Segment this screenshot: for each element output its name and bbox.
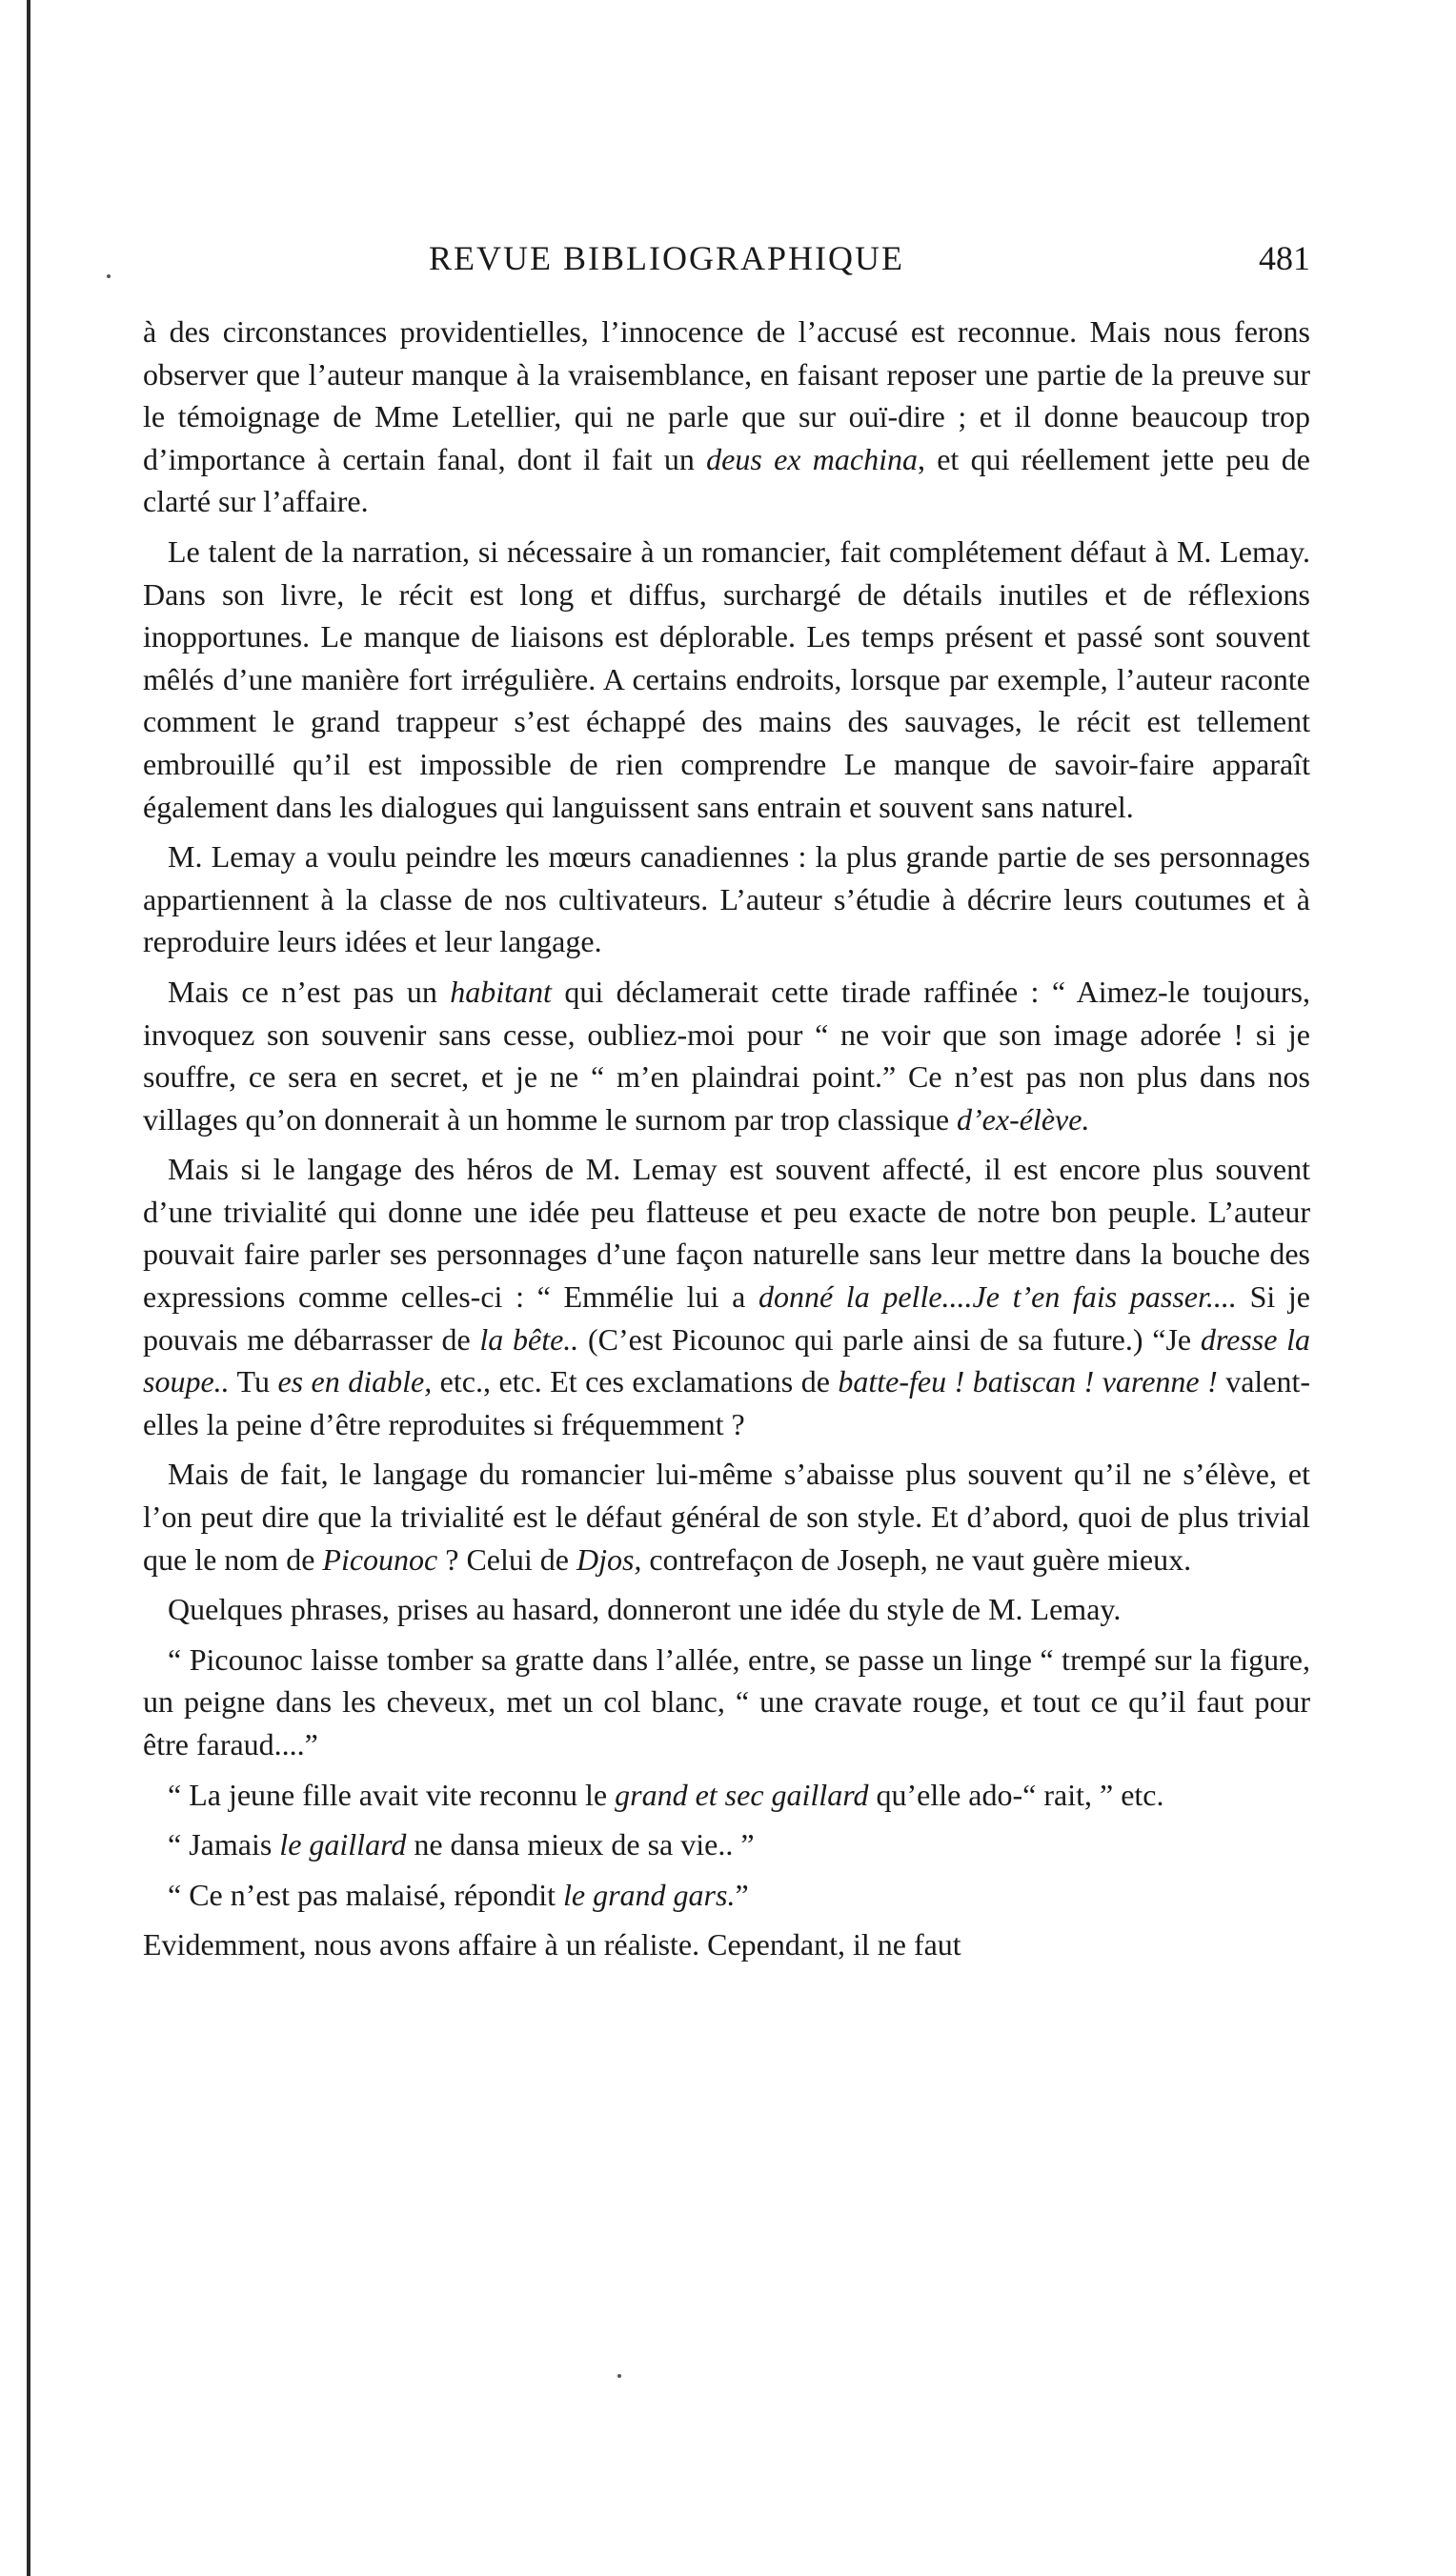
paragraph-p12 — [143, 1923, 1310, 1966]
paragraph-p2 — [143, 531, 1310, 828]
text-run: “ Picounoc laisse tomber sa gratte dans l’allée, entre, se passe un linge “ trempé sur la figure, un peigne dans les cheveux, met un col blanc, “ une cravate rouge, et tout ce qu’il faut pour être faraud....” — [143, 1641, 1310, 1761]
text-run: Evidemment, nous avons affaire à un réaliste. Cependant, il ne faut — [143, 1927, 961, 1962]
italic-phrase: le gaillard — [279, 1827, 407, 1862]
italic-phrase: deus ex machina — [706, 441, 918, 476]
text-run: Tu — [229, 1364, 278, 1399]
paragraph-p5 — [143, 1148, 1310, 1445]
paragraph-p1 — [143, 311, 1310, 523]
text-run: contrefaçon de Joseph, ne vaut guère mieux. — [641, 1541, 1192, 1577]
text-run: (C’est Picounoc qui parle ainsi de sa future.) “Je — [578, 1321, 1201, 1357]
text-run: ” — [735, 1877, 749, 1912]
stray-mark — [617, 2374, 621, 2378]
text-run: qui déclamerait cette tirade raffinée : “ Aimez-le toujours, invoquez son souvenir sans cesse, oubliez-moi pour “ ne voir que son image adorée ! si je souffre, ce sera en secret, et je ne “ m’en plaindrai point.” Ce n’est pas non plus dans nos villages qu’on donnerait à un homme le surnom par trop classique — [143, 974, 1311, 1137]
text-run: ? Celui de — [437, 1541, 576, 1577]
text-run: “ Jamais — [168, 1827, 280, 1862]
paragraph-p4 — [143, 971, 1310, 1140]
book-page — [143, 238, 1310, 1974]
paragraph-p3 — [143, 835, 1310, 963]
page-number: 481 — [1259, 239, 1310, 277]
text-run: Mais si le langage des héros de M. Lemay est souvent affecté, il est encore plus souvent d’une trivialité qui donne une idée peu flatteuse et peu exacte de notre bon peuple. L’auteur pouvait faire parler ses personnages d’une façon naturelle sans leur mettre dans la bouche des expressions comme celles-ci : “ Emmélie lui a — [143, 1152, 1310, 1315]
italic-phrase: Picounoc — [322, 1541, 438, 1577]
italic-phrase: grand et sec gaillard — [615, 1777, 869, 1812]
text-run: valent-elles la peine d’être reproduites si fréquemment ? — [143, 1364, 1311, 1441]
italic-phrase: Djos, — [576, 1541, 642, 1577]
italic-phrase: d’ex-élève. — [957, 1101, 1090, 1137]
stray-mark — [107, 274, 111, 278]
italic-phrase: habitant — [450, 974, 552, 1009]
italic-phrase: es en diable, — [277, 1364, 433, 1399]
paragraph-p7 — [143, 1588, 1310, 1631]
paragraph-p8 — [143, 1639, 1310, 1766]
text-run: “ Ce n’est pas malaisé, répondit — [168, 1877, 563, 1912]
text-run: qu’elle ado-“ rait, ” etc. — [868, 1777, 1164, 1812]
italic-phrase: dresse la soupe.. — [143, 1321, 1311, 1399]
text-run: , et qui réellement jette peu de clarté sur l’affaire. — [143, 441, 1310, 519]
running-title: REVUE BIBLIOGRAPHIQUE — [429, 239, 904, 277]
text-run: Si je pouvais me débarrasser de — [143, 1279, 1310, 1357]
italic-phrase: batte-feu ! batiscan ! varenne ! — [838, 1364, 1218, 1399]
binding-edge-line — [27, 0, 30, 2576]
text-run: ne dansa mieux de sa vie.. ” — [406, 1827, 755, 1862]
paragraph-p10 — [143, 1823, 1310, 1866]
italic-phrase: donné la pelle....Je t’en fais passer.... — [758, 1279, 1237, 1315]
text-run: Mais ce n’est pas un — [168, 974, 451, 1009]
italic-phrase: le grand gars. — [562, 1877, 736, 1912]
text-run: Mais de fait, le langage du romancier lui-même s’abaisse plus souvent qu’il ne s’élève, et l’on peut dire que la trivialité est le défaut général de son style. Et d’abord, quoi de plus trivial que le nom de — [143, 1457, 1310, 1577]
body-text — [143, 311, 1310, 1966]
running-head — [143, 238, 1310, 295]
italic-phrase: la bête.. — [479, 1321, 579, 1357]
text-run: “ La jeune fille avait vite reconnu le — [168, 1777, 616, 1812]
text-run: etc., etc. Et ces exclamations de — [432, 1364, 839, 1399]
text-run: M. Lemay a voulu peindre les mœurs canadiennes : la plus grande partie de ses personnages appartiennent à la classe de nos cultivateurs. L’auteur s’étudie à décrire leurs coutumes et à reproduire leurs idées et leur langage. — [143, 839, 1310, 959]
text-run: à des circonstances providentielles, l’innocence de l’accusé est reconnue. Mais nous ferons observer que l’auteur manque à la vraisemblance, en faisant reposer une partie de la preuve sur le témoignage de Mme Letellier, qui ne parle que sur ouï-dire ; et il donne beaucoup trop d’importance à certain fanal, dont il fait un — [143, 314, 1310, 476]
paragraph-p11 — [143, 1874, 1310, 1917]
text-run: Quelques phrases, prises au hasard, donneront une idée du style de M. Lemay. — [168, 1592, 1122, 1627]
text-run: Le talent de la narration, si nécessaire à un romancier, fait complétement défaut à M. Lemay. Dans son livre, le récit est long et diffus, surchargé de détails inutiles et de réflexions inopportunes. Le manque de liaisons est déplorable. Les temps présent et passé sont souvent mêlés d’une manière fort irrégulière. A certains endroits, lorsque par exemple, l’auteur raconte comment le grand trappeur s’est échappé des mains des sauvages, le récit est tellement embrouillé qu’il est impossible de rien comprendre Le manque de savoir-faire apparaît également dans les dialogues qui languissent sans entrain et souvent sans naturel. — [143, 533, 1310, 824]
paragraph-p9 — [143, 1774, 1310, 1817]
paragraph-p6 — [143, 1453, 1310, 1580]
